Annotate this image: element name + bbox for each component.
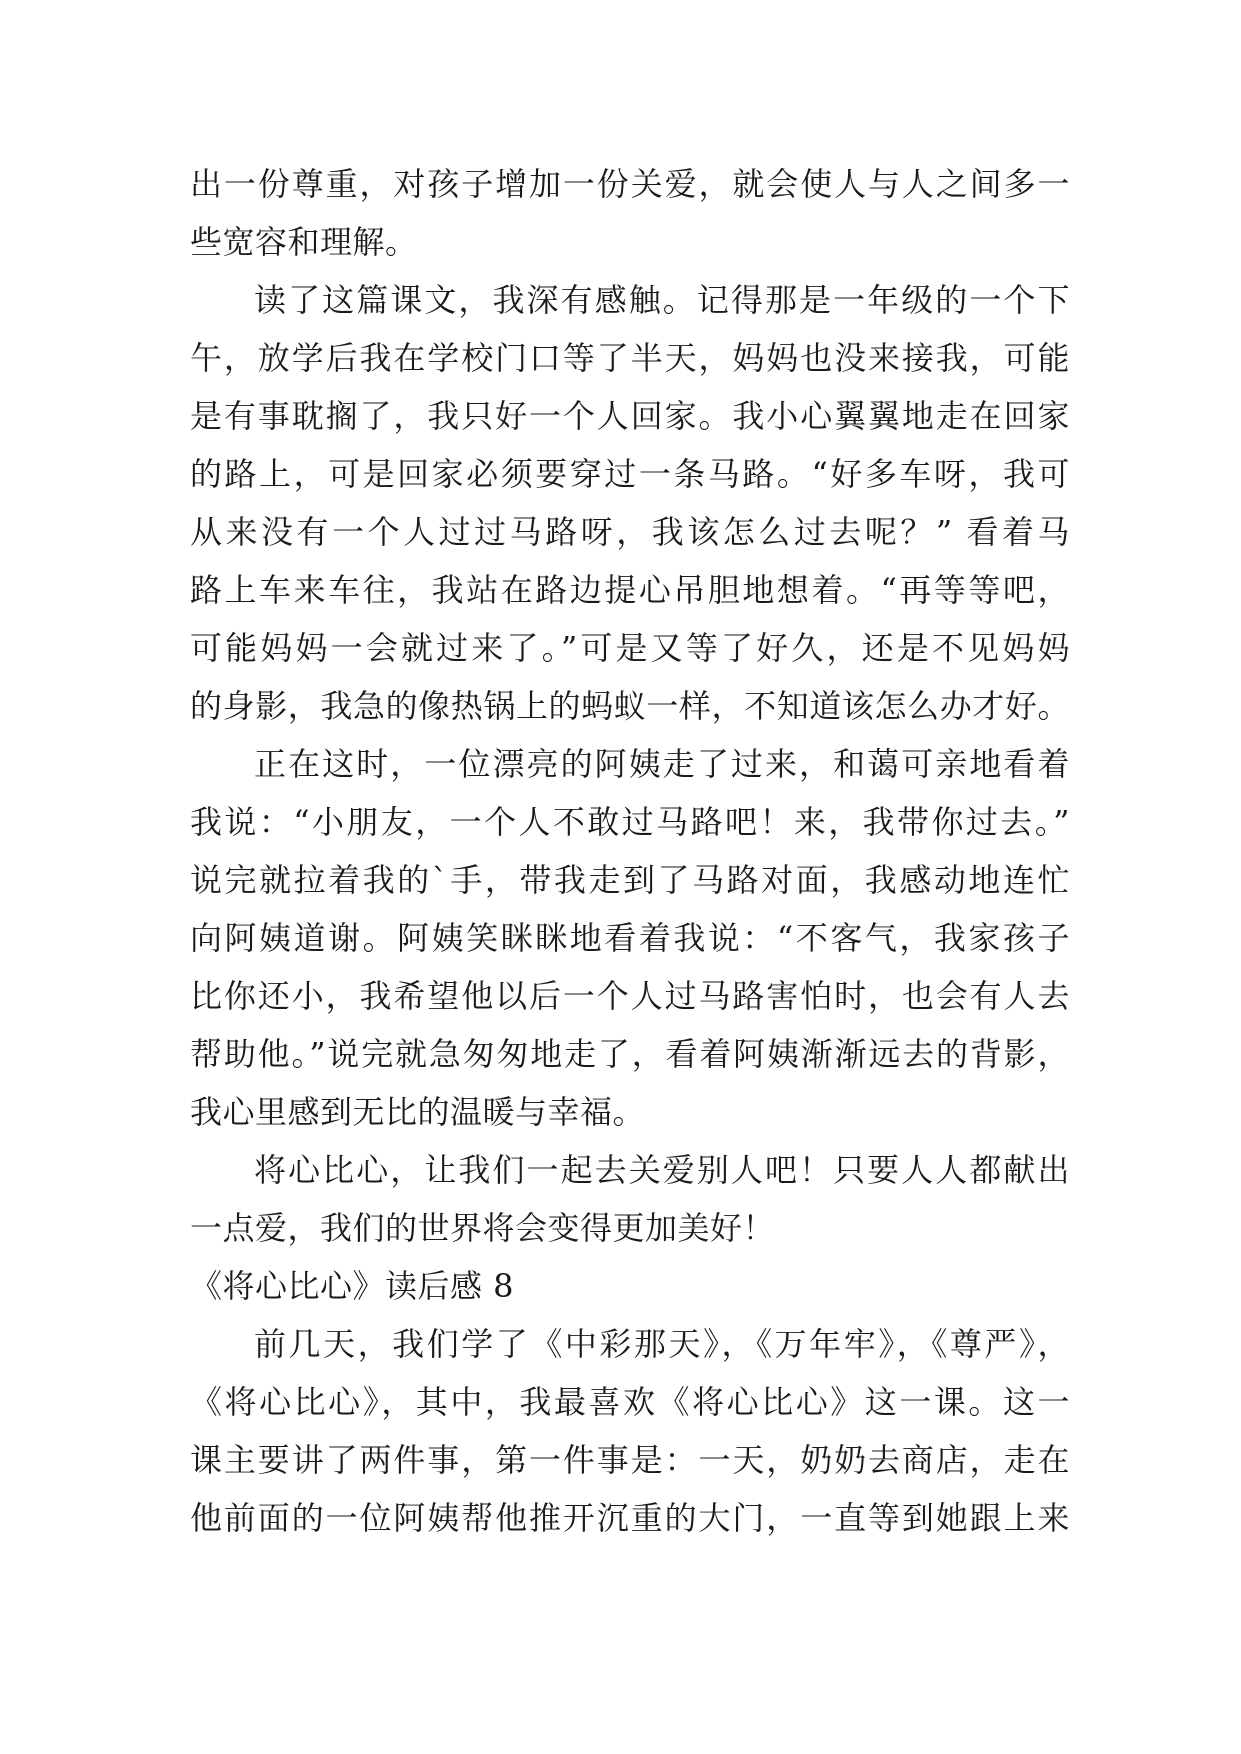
text-line: 些宽容和理解。 bbox=[190, 223, 418, 261]
text-line: 帮助他。”说完就急匆匆地走了，看着阿姨渐渐远去的背影， bbox=[190, 1035, 1070, 1073]
document-page bbox=[190, 155, 1070, 1547]
section-heading: 《将心比心》读后感 8 bbox=[190, 1267, 515, 1305]
text-line: 我心里感到无比的温暖与幸福。 bbox=[190, 1093, 646, 1131]
text-line: 前几天，我们学了《中彩那天》，《万年牢》，《尊严》， bbox=[254, 1325, 1070, 1363]
paragraph bbox=[190, 271, 1070, 735]
text-line: 读了这篇课文，我深有感触。记得那是一年级的一个下 bbox=[254, 281, 1070, 319]
text-line: 是有事耽搁了，我只好一个人回家。我小心翼翼地走在回家 bbox=[190, 397, 1070, 435]
paragraph bbox=[190, 1315, 1070, 1547]
text-line: 午，放学后我在学校门口等了半天，妈妈也没来接我，可能 bbox=[190, 339, 1070, 377]
text-line: 的身影，我急的像热锅上的蚂蚁一样，不知道该怎么办才好。 bbox=[190, 687, 1070, 725]
paragraph bbox=[190, 1141, 1070, 1257]
paragraph bbox=[190, 155, 1070, 271]
text-line: 我说：“小朋友，一个人不敢过马路吧！来，我带你过去。” bbox=[190, 803, 1070, 841]
text-line: 一点爱，我们的世界将会变得更加美好！ bbox=[190, 1209, 776, 1247]
paragraph bbox=[190, 735, 1070, 1141]
text-line: 可能妈妈一会就过来了。”可是又等了好久，还是不见妈妈 bbox=[190, 629, 1070, 667]
text-line: 他前面的一位阿姨帮他推开沉重的大门，一直等到她跟上来 bbox=[190, 1499, 1070, 1537]
text-line: 路上车来车往，我站在路边提心吊胆地想着。“再等等吧， bbox=[190, 571, 1070, 609]
text-line: 向阿姨道谢。阿姨笑眯眯地看着我说：“不客气，我家孩子 bbox=[190, 919, 1070, 957]
text-line: 从来没有一个人过过马路呀，我该怎么过去呢？” 看着马 bbox=[190, 513, 1070, 551]
text-line: 说完就拉着我的`手，带我走到了马路对面，我感动地连忙 bbox=[190, 861, 1070, 899]
text-line: 比你还小，我希望他以后一个人过马路害怕时，也会有人去 bbox=[190, 977, 1070, 1015]
text-line: 课主要讲了两件事，第一件事是：一天，奶奶去商店，走在 bbox=[190, 1441, 1070, 1479]
text-line: 将心比心，让我们一起去关爱别人吧！只要人人都献出 bbox=[254, 1151, 1070, 1189]
text-line: 正在这时，一位漂亮的阿姨走了过来，和蔼可亲地看着 bbox=[254, 745, 1070, 783]
text-line: 出一份尊重，对孩子增加一份关爱，就会使人与人之间多一 bbox=[190, 165, 1070, 203]
text-line: 的路上，可是回家必须要穿过一条马路。“好多车呀，我可 bbox=[190, 455, 1070, 493]
text-line: 《将心比心》，其中，我最喜欢《将心比心》这一课。这一 bbox=[190, 1383, 1070, 1421]
